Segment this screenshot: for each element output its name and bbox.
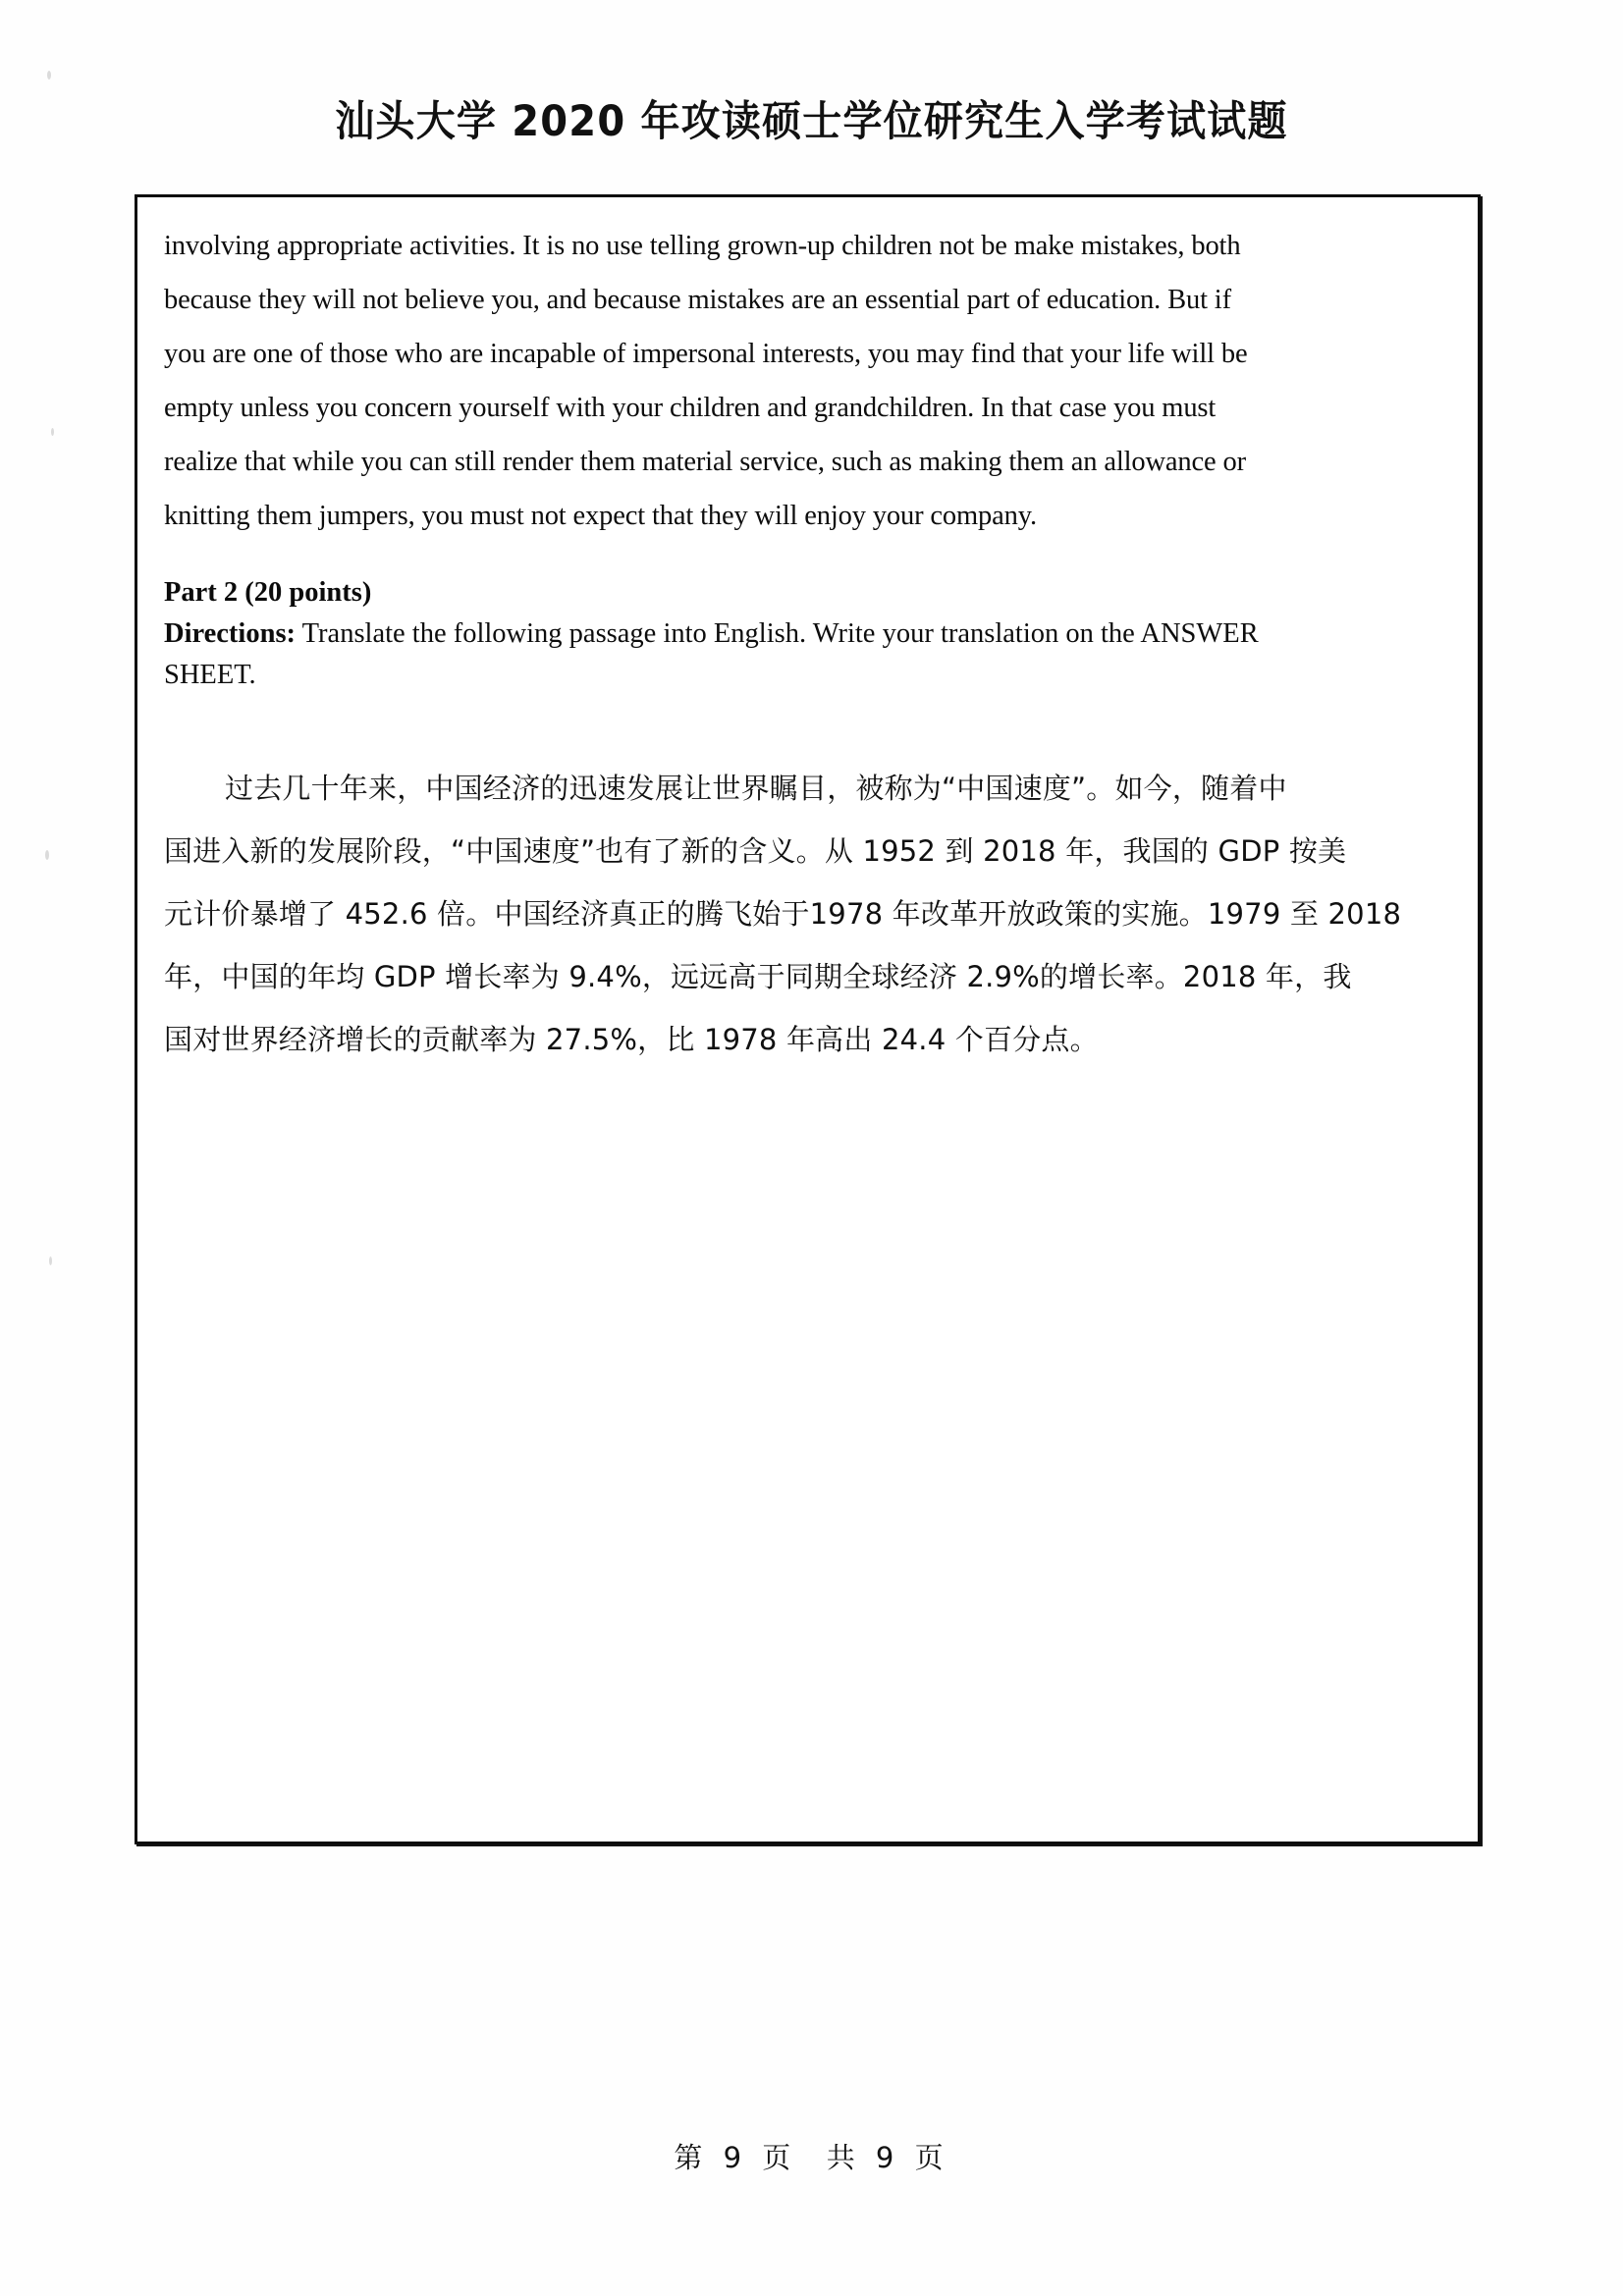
english-passage-line: knitting them jumpers, you must not expect that they will enjoy your company.: [164, 501, 1037, 531]
scan-speckle: [49, 1256, 52, 1265]
document-header: [0, 90, 1623, 146]
directions-line: [164, 614, 1431, 655]
chinese-passage-line: 过去几十年来，中国经济的迅速发展让世界瞩目，被称为“中国速度”。如今，随着中: [225, 772, 1287, 805]
directions-label: Directions:: [164, 618, 297, 649]
page-number-text: 第 9 页 共 9 页: [674, 2141, 949, 2174]
scan-speckle: [47, 71, 51, 80]
english-passage-line: because they will not believe you, and because mistakes are an essential part of education. But if: [164, 285, 1231, 315]
directions-text-continued: SHEET.: [164, 660, 256, 690]
english-passage-line: realize that while you can still render them material service, such as making them an allowance or: [164, 447, 1246, 477]
page-title: 汕头大学 2020 年攻读硕士学位研究生入学考试试题: [335, 97, 1288, 146]
scan-speckle: [45, 850, 49, 860]
chinese-passage-line: 国进入新的发展阶段，“中国速度”也有了新的含义。从 1952 到 2018 年，我国的 GDP 按美: [164, 834, 1347, 868]
directions-text: Translate the following passage into English. Write your translation on the ANSWER: [296, 618, 1259, 649]
content-body: [164, 219, 1431, 1071]
chinese-passage-line: 国对世界经济增长的贡献率为 27.5%，比 1978 年高出 24.4 个百分点。: [164, 1023, 1099, 1056]
scan-speckle: [51, 428, 54, 436]
chinese-passage-line: 元计价暴增了 452.6 倍。中国经济真正的腾飞始于1978 年改革开放政策的实施。1979 至 2018: [164, 897, 1402, 931]
part-heading: Part 2 (20 points): [164, 577, 372, 608]
page-footer: [0, 2136, 1623, 2176]
chinese-passage-line: 年，中国的年均 GDP 增长率为 9.4%，远远高于同期全球经济 2.9%的增长率。2018 年，我: [164, 960, 1352, 993]
english-passage: [164, 219, 1431, 543]
chinese-passage: [164, 757, 1431, 1071]
english-passage-line: empty unless you concern yourself with your children and grandchildren. In that case you must: [164, 393, 1217, 423]
english-passage-line: you are one of those who are incapable of impersonal interests, you may find that your life will be: [164, 339, 1248, 369]
english-passage-line: involving appropriate activities. It is no use telling grown-up children not be make mistakes, both: [164, 231, 1241, 261]
part-section: [164, 572, 1431, 696]
content-frame: [135, 194, 1481, 1844]
